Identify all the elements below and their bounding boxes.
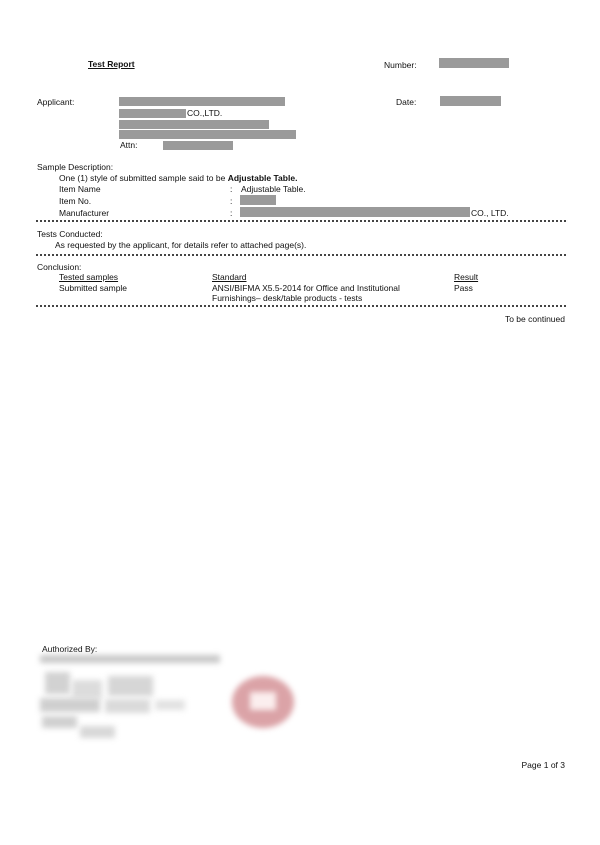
conclusion-result: Pass bbox=[454, 283, 473, 293]
authorized-by-label: Authorized By: bbox=[42, 644, 98, 654]
number-redaction bbox=[439, 58, 509, 68]
manufacturer-redaction bbox=[240, 207, 470, 217]
item-no-sep: : bbox=[230, 196, 233, 206]
tests-conducted-text: As requested by the applicant, for details refer to attached page(s). bbox=[55, 240, 307, 250]
sample-intro bbox=[59, 173, 297, 183]
item-name-sep: : bbox=[230, 184, 233, 194]
conclusion-standard-line1: ANSI/BIFMA X5.5-2014 for Office and Institutional bbox=[212, 283, 400, 293]
conclusion-standard-line2: Furnishings– desk/table products - tests bbox=[212, 293, 363, 303]
sample-description-label: Sample Description: bbox=[37, 162, 114, 172]
applicant-label: Applicant: bbox=[37, 97, 75, 107]
col-tested-samples: Tested samples bbox=[59, 272, 119, 282]
sample-intro-bold: Adjustable Table. bbox=[227, 173, 298, 183]
number-label: Number: bbox=[384, 60, 417, 70]
applicant-redaction-1 bbox=[119, 97, 285, 106]
divider bbox=[36, 220, 566, 222]
applicant-company-suffix: CO.,LTD. bbox=[187, 108, 223, 118]
conclusion-sample: Submitted sample bbox=[59, 283, 128, 293]
divider bbox=[36, 305, 566, 307]
date-label: Date: bbox=[396, 97, 417, 107]
item-name-value: Adjustable Table. bbox=[241, 184, 306, 194]
manufacturer-label: Manufacturer bbox=[59, 208, 110, 218]
item-no-label: Item No. bbox=[59, 196, 92, 206]
company-stamp-center bbox=[250, 692, 276, 710]
report-title: Test Report bbox=[88, 59, 135, 69]
conclusion-label: Conclusion: bbox=[37, 262, 82, 272]
signatory-name-redaction bbox=[40, 655, 220, 663]
attn-redaction bbox=[163, 141, 233, 150]
applicant-redaction-2 bbox=[119, 109, 186, 118]
applicant-redaction-4 bbox=[119, 130, 296, 139]
attn-label: Attn: bbox=[120, 140, 138, 150]
col-result: Result bbox=[454, 272, 479, 282]
page-number: Page 1 of 3 bbox=[521, 760, 565, 770]
item-name-label: Item Name bbox=[59, 184, 101, 194]
col-standard: Standard bbox=[212, 272, 247, 282]
divider bbox=[36, 254, 566, 256]
applicant-redaction-3 bbox=[119, 120, 269, 129]
sample-intro-text: One (1) style of submitted sample said to be bbox=[59, 173, 226, 183]
item-no-redaction bbox=[240, 195, 276, 205]
manufacturer-sep: : bbox=[230, 208, 233, 218]
manufacturer-suffix: CO., LTD. bbox=[471, 208, 509, 218]
tests-conducted-label: Tests Conducted: bbox=[37, 229, 103, 239]
to-be-continued: To be continued bbox=[504, 314, 565, 324]
date-redaction bbox=[440, 96, 501, 106]
